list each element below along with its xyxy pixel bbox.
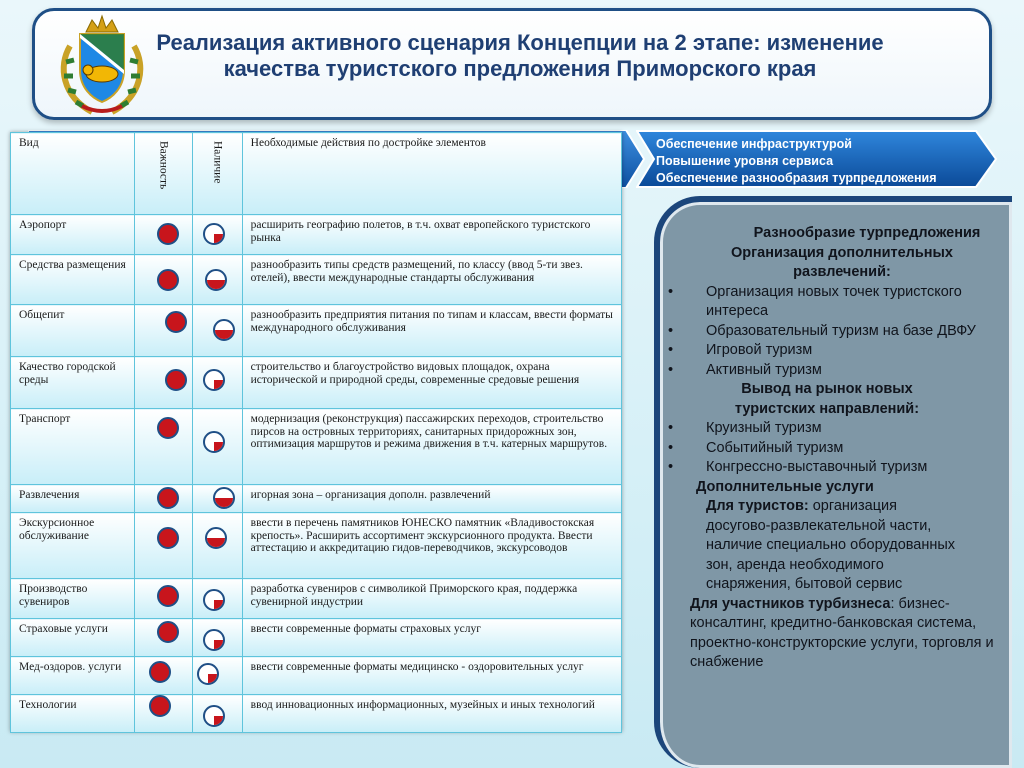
- row-action: ввести современные форматы страховых услуг: [242, 619, 621, 657]
- list-item: • Игровой туризм: [662, 341, 1012, 361]
- presence-fill: [207, 538, 225, 547]
- table-row: [11, 579, 622, 619]
- row-action: ввод инновационных информационных, музейных и иных технологий: [242, 695, 621, 733]
- presence-marker: [213, 319, 235, 341]
- table-row: [11, 513, 622, 579]
- importance-marker: [149, 695, 171, 717]
- band-line-variety: Обеспечение разнообразия турпредложения: [656, 171, 937, 185]
- header-presence-cell: [192, 133, 242, 215]
- table-row: [11, 305, 622, 357]
- row-name: Мед-оздоров. услуги: [11, 657, 135, 695]
- presence-marker: [203, 369, 225, 391]
- table-row: [11, 255, 622, 305]
- row-action: разнообразить предприятия питания по типам и классам, ввести форматы международного обслуживания: [242, 305, 621, 357]
- row-name: Производство сувениров: [11, 579, 135, 619]
- importance-marker: [157, 223, 179, 245]
- presence-fill: [214, 600, 223, 609]
- presence-marker: [203, 431, 225, 453]
- business-label: Для участников турбизнеса: [690, 595, 891, 612]
- panel-heading: Разнообразие турпредложения: [753, 225, 981, 241]
- row-name: Аэропорт: [11, 215, 135, 255]
- row-name: Экскурсионное обслуживание: [11, 513, 135, 579]
- band-line-service: Повышение уровня сервиса: [656, 154, 834, 168]
- subheading-new-directions: Вывод на рынок новых туристских направлений:: [734, 381, 920, 417]
- presence-marker: [205, 527, 227, 549]
- slide-title: Реализация активного сценария Концепции на 2 этапе: изменение качества туристского предложения Приморского края: [156, 30, 884, 81]
- header-type: Вид: [11, 133, 135, 215]
- row-action: разработка сувениров с символикой Приморского края, поддержка сувенирной индустрии: [242, 579, 621, 619]
- right-band-text: [656, 136, 996, 187]
- presence-fill: [214, 380, 223, 389]
- importance-marker: [157, 269, 179, 291]
- presence-marker: [205, 269, 227, 291]
- table-row: [11, 695, 622, 733]
- presence-fill: [214, 640, 223, 649]
- table-row: [11, 619, 622, 657]
- header-actions: Необходимые действия по достройке элементов: [242, 133, 621, 215]
- list-item: • Круизный туризм: [662, 419, 1012, 439]
- list-item: • Образовательный туризм на базе ДВФУ: [662, 322, 1012, 342]
- importance-marker: [165, 311, 187, 333]
- table-row: [11, 485, 622, 513]
- row-action: игорная зона – организация дополн. развлечений: [242, 485, 621, 513]
- business-text: : бизнес-консалтинг, кредитно-банковская система, проектно-конструкторские услуги, торговля и снабжение: [690, 595, 994, 670]
- header-presence: Наличие: [211, 141, 224, 184]
- list-item: • Организация новых точек туристского интереса: [662, 283, 1012, 322]
- importance-marker: [165, 369, 187, 391]
- elements-table: [10, 132, 622, 732]
- row-action: строительство и благоустройство видовых площадок, охрана исторической и природной среды, современные средовые решения: [242, 357, 621, 409]
- presence-marker: [203, 589, 225, 611]
- row-name: Средства размещения: [11, 255, 135, 305]
- presence-fill: [208, 674, 217, 683]
- row-action: ввести в перечень памятников ЮНЕСКО памятник «Владивостокская крепость». Расширить ассортимент экскурсионного продукта. Ввести аттестацию и аккредитацию гидов-переводчиков, экскурсоводов: [242, 513, 621, 579]
- presence-marker: [203, 705, 225, 727]
- presence-marker: [203, 629, 225, 651]
- presence-fill: [214, 716, 223, 725]
- row-name: Технологии: [11, 695, 135, 733]
- list-item: • Конгрессно-выставочный туризм: [662, 458, 1012, 478]
- row-action: модернизация (реконструкция) пассажирских переходов, строительство пирсов на островных территориях, санитарных придорожных зон, оптимизация маршрутов и режима движения в т.ч. катерных маршрутов.: [242, 409, 621, 485]
- importance-marker: [157, 585, 179, 607]
- importance-marker: [157, 527, 179, 549]
- tourists-text: организация досугово-развлекательной части, наличие специально оборудованных зон, аренда необходимого снаряжения, бытовой сервис: [706, 498, 956, 592]
- table-row: [11, 657, 622, 695]
- presence-fill: [214, 442, 223, 451]
- row-name: Общепит: [11, 305, 135, 357]
- row-name: Развлечения: [11, 485, 135, 513]
- presence-fill: [207, 280, 225, 289]
- presence-marker: [197, 663, 219, 685]
- row-name: Качество городской среды: [11, 357, 135, 409]
- list-item: • Событийный туризм: [662, 439, 1012, 459]
- presence-marker: [203, 223, 225, 245]
- presence-fill: [215, 498, 233, 507]
- business-paragraph: [662, 595, 1012, 673]
- table-header-row: [11, 133, 622, 215]
- right-panel-content: [662, 224, 1012, 673]
- header-importance-cell: [134, 133, 192, 215]
- list-item: • Активный туризм: [662, 361, 1012, 381]
- row-name: Транспорт: [11, 409, 135, 485]
- row-action: разнообразить типы средств размещений, по классу (ввод 5-ти звез. отелей), ввести международные стандарты обслуживания: [242, 255, 621, 305]
- table-row: [11, 357, 622, 409]
- presence-marker: [213, 487, 235, 509]
- header-importance: Важность: [157, 141, 170, 190]
- row-name: Страховые услуги: [11, 619, 135, 657]
- tourists-paragraph: [662, 497, 1012, 595]
- importance-marker: [149, 661, 171, 683]
- table-row: [11, 409, 622, 485]
- tourists-label: Для туристов:: [706, 498, 809, 514]
- importance-marker: [157, 621, 179, 643]
- subheading-additional-services: Дополнительные услуги: [696, 478, 874, 495]
- importance-marker: [157, 417, 179, 439]
- presence-fill: [214, 234, 223, 243]
- table-row: [11, 215, 622, 255]
- band-line-infrastructure: Обеспечение инфраструктурой: [656, 137, 852, 151]
- presence-fill: [215, 330, 233, 339]
- subheading-entertainment: Организация дополнительных развлечений:: [730, 244, 953, 280]
- importance-marker: [157, 487, 179, 509]
- row-action: расширить географию полетов, в т.ч. охват европейского туристского рынка: [242, 215, 621, 255]
- row-action: ввести современные форматы медицинско - оздоровительных услуг: [242, 657, 621, 695]
